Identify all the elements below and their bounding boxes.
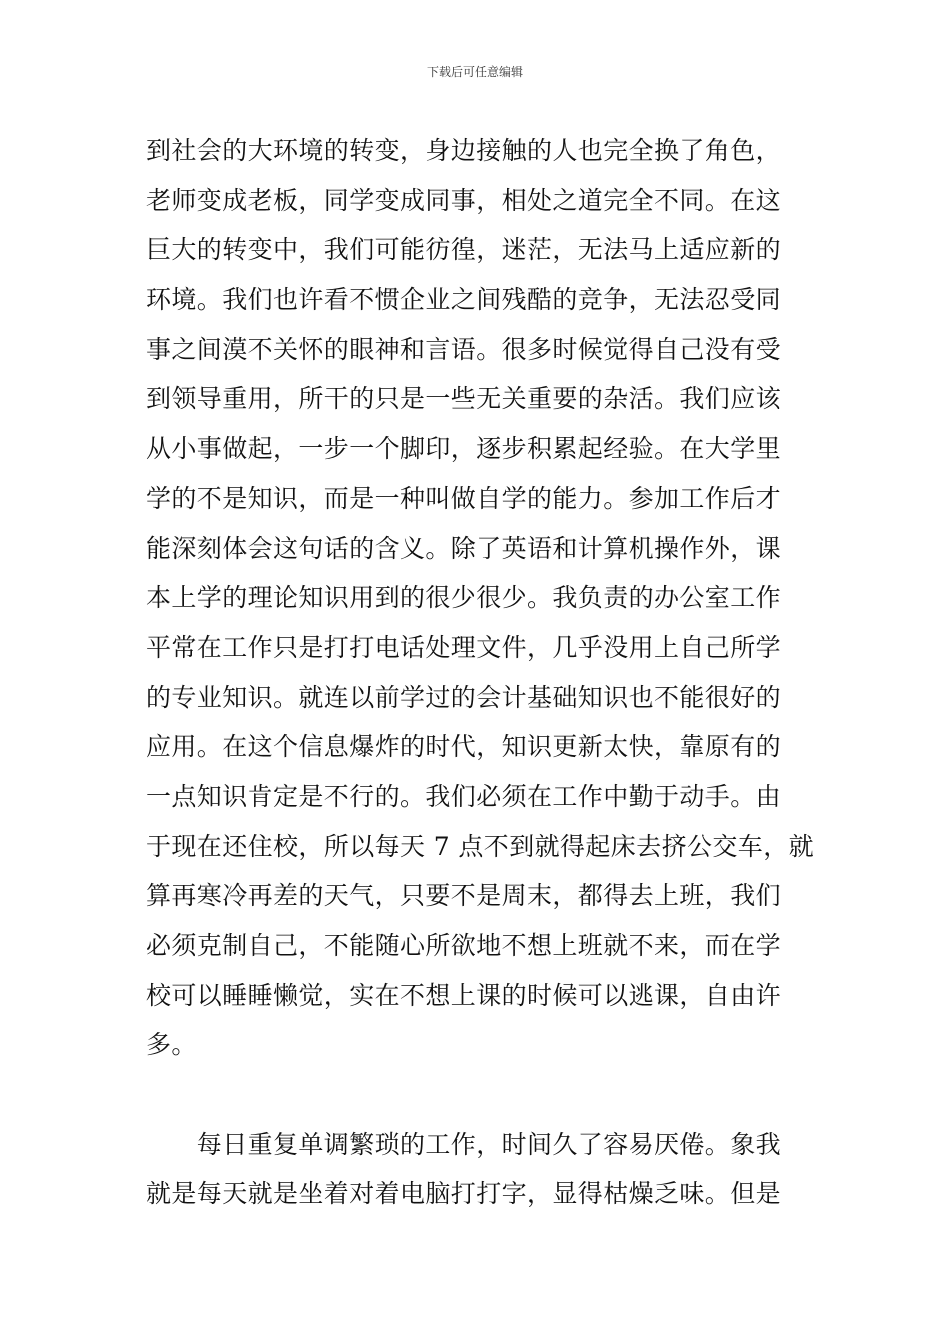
paragraph [146,126,815,1070]
text-line: 校可以睡睡懒觉，实在不想上课的时候可以逃课，自由许 [146,980,782,1010]
text-line: 算再寒冷再差的天气，只要不是周末，都得去上班，我们 [146,881,782,911]
paragraph [146,1120,806,1219]
text-line: 环境。我们也许看不惯企业之间残酷的竞争，无法忍受同 [146,285,782,315]
text-line: 学的不是知识，而是一种叫做自学的能力。参加工作后才 [146,483,782,513]
text-line: 必须克制自己，不能随心所欲地不想上班就不来，而在学 [146,931,782,960]
document-body [146,126,815,1219]
paragraph-gap [146,1070,806,1120]
text-line: 的专业知识。就连以前学过的会计基础知识也不能很好的 [146,682,782,712]
text-line: 老师变成老板，同学变成同事，相处之道完全不同。在这 [146,185,782,215]
text-line: 每日重复单调繁琐的工作，时间久了容易厌倦。象我 [146,1129,782,1159]
text-line: 多。 [146,1030,197,1060]
text-line: 本上学的理论知识用到的很少很少。我负责的办公室工作 [146,583,782,613]
text-line: 事之间漠不关怀的眼神和言语。很多时候觉得自己没有受 [146,334,782,364]
text-line: 能深刻体会这句话的含义。除了英语和计算机操作外，课 [146,533,782,563]
text-line: 到社会的大环境的转变，身边接触的人也完全换了角色， [146,136,782,165]
text-line: 平常在工作只是打打电话处理文件，几乎没用上自己所学 [146,632,782,662]
page-header: 下载后可任意编辑 [426,65,523,79]
text-line: 于现在还住校，所以每天 7 点不到就得起床去挤公交车，就 [146,831,815,861]
text-line: 到领导重用，所干的只是一些无关重要的杂活。我们应该 [146,384,782,414]
text-line: 一点知识肯定是不行的。我们必须在工作中勤于动手。由 [146,781,782,811]
text-line: 从小事做起，一步一个脚印，逐步积累起经验。在大学里 [146,434,782,464]
text-line: 就是每天就是坐着对着电脑打打字，显得枯燥乏味。但是 [146,1179,782,1209]
text-line: 巨大的转变中，我们可能彷徨，迷茫，无法马上适应新的 [146,235,782,265]
text-line: 应用。在这个信息爆炸的时代，知识更新太快，靠原有的 [146,732,782,762]
